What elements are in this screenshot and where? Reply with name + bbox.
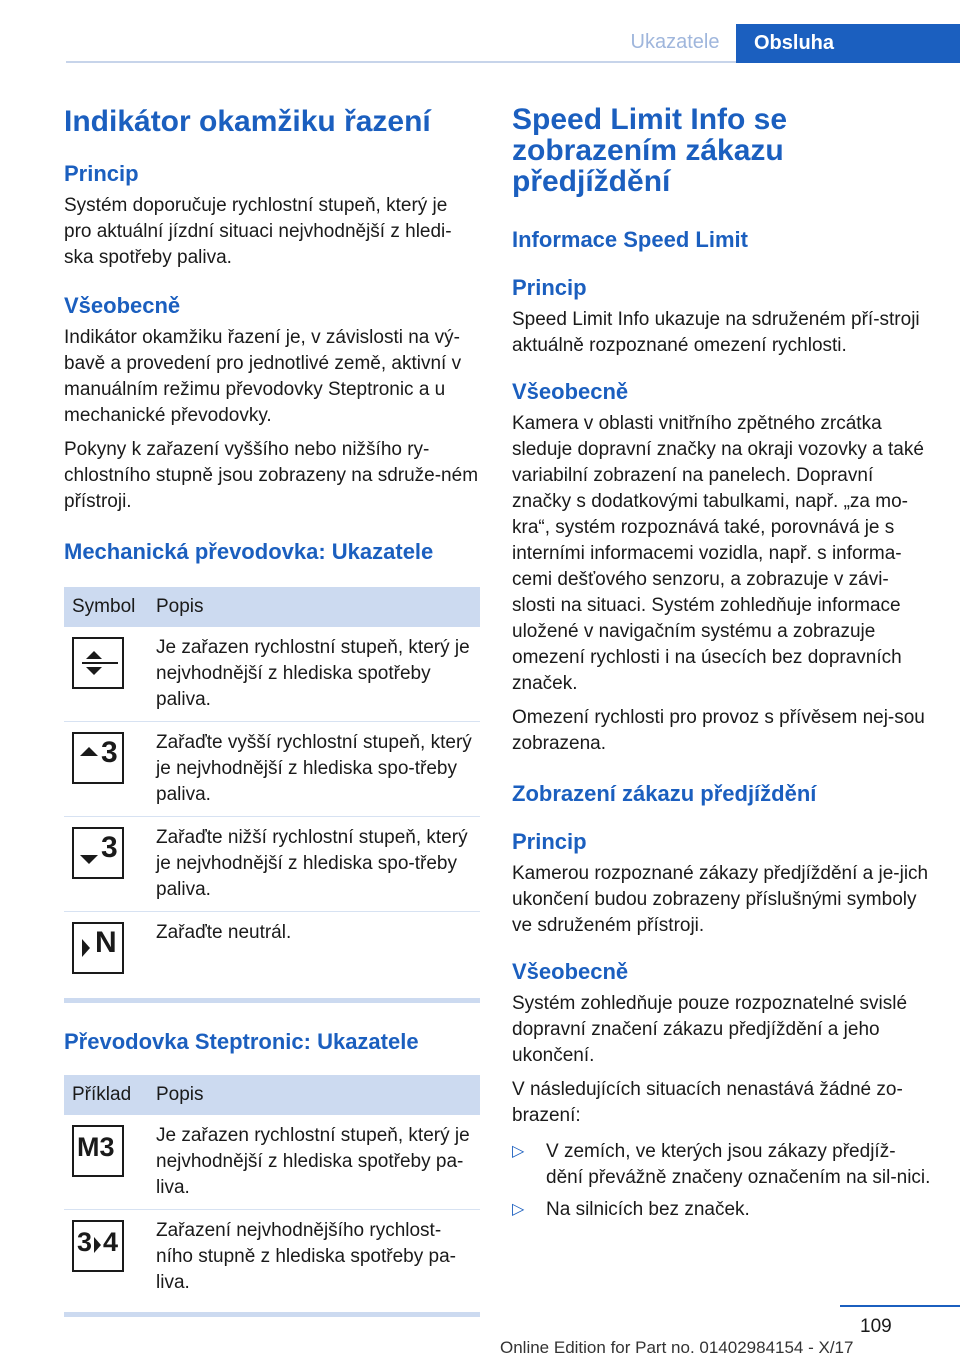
heading-steptronic: Převodovka Steptronic: Ukazatele: [64, 1028, 419, 1054]
neutral-icon: [72, 922, 124, 974]
shift-down-icon: [72, 827, 124, 879]
heading-vseobecne: Všeobecně: [512, 379, 629, 404]
neutral-letter: N: [95, 926, 117, 959]
text-princip-2: Kamerou rozpoznané zákazy předjíždění a je-jich ukončení budou zobrazeny příslušnými symboly ve sdruženém přístroji.: [512, 863, 929, 936]
text-vseobecne-2a: Systém zohledňuje pouze rozpoznatelné svislé dopravní značení zákazu předjíždění a jeho ukončení.: [512, 993, 908, 1066]
table-header-row: [64, 1075, 480, 1115]
text-princip: Speed Limit Info ukazuje na sdruženém pří-stroji aktuálně rozpoznané omezení rychlosti.: [512, 309, 920, 356]
shift-optimal-icon: [72, 637, 124, 689]
column-header-popis: Popis: [148, 1075, 480, 1115]
shift-up-number: 3: [101, 736, 118, 769]
heading-mechanical: Mechanická převodovka: Ukazatele: [64, 539, 434, 564]
text-vseobecne-1: Indikátor okamžiku řazení je, v závislosti na vý-bavě a provedení pro jednotlivé země, aktivní v manuálním režimu převodovky Steptronic a u mechanické převodovky.: [64, 327, 462, 426]
right-column: [512, 100, 932, 1229]
symbol-cell: [64, 1209, 148, 1304]
text-vseobecne-2b: V následujících situacích nenastává žádné zo-brazení:: [512, 1079, 903, 1126]
table-row: [64, 817, 480, 912]
header-tab-ukazatele[interactable]: Ukazatele: [630, 31, 720, 53]
heading-princip-2: Princip: [512, 829, 587, 854]
heading-zakaz: Zobrazení zákazu předjíždění: [512, 781, 817, 806]
header-rule: [66, 61, 736, 63]
section-title-speed-limit: Speed Limit Info se zobrazením zákazu předjíždění: [512, 103, 788, 198]
manual-gear-label: M3: [77, 1131, 115, 1162]
left-column: [64, 100, 479, 1317]
section-title-indicator: Indikátor okamžiku řazení: [64, 105, 431, 138]
table-header-row: [64, 587, 480, 627]
shift-down-number: 3: [101, 831, 118, 864]
table-row: [64, 912, 480, 984]
description-cell: Je zařazen rychlostní stupeň, který je nejvhodnější z hlediska spotřeby pa-liva.: [148, 1115, 480, 1210]
list-item-text: V zemích, ve kterých jsou zákazy předjíž-dění převážně značeny označením na sil-nici.: [546, 1141, 931, 1188]
steptronic-table: [64, 1075, 480, 1304]
mechanical-table: [64, 587, 480, 984]
situation-list: [512, 1139, 932, 1223]
description-cell: Zařaďte nižší rychlostní stupeň, který je nejvhodnější z hlediska spo-třeby paliva.: [148, 817, 480, 912]
symbol-cell: [64, 627, 148, 722]
column-header-symbol: Symbol: [64, 587, 148, 627]
description-cell: Zařaďte neutrál.: [156, 922, 292, 943]
symbol-cell: [64, 722, 148, 817]
table-row: [64, 1209, 480, 1304]
edition-note: Online Edition for Part no. 01402984154 - X/17: [500, 1338, 854, 1357]
heading-vseobecne-2: Všeobecně: [512, 959, 629, 984]
footer-rule: [840, 1305, 960, 1307]
description-cell: Zařazení nejvhodnějšího rychlost-ního stupně z hlediska spotřeby pa-liva.: [156, 1219, 456, 1293]
text-princip: Systém doporučuje rychlostní stupeň, který je pro aktuální jízdní situaci nejvhodnější z hledi-ska spotřeby paliva.: [64, 195, 452, 268]
list-item-text: Na silnicích bez značek.: [546, 1199, 750, 1220]
triangle-bullet-icon: ▷: [512, 1143, 525, 1160]
symbol-cell: [64, 912, 148, 984]
heading-princip: Princip: [512, 275, 587, 300]
text-vseobecne-1: Kamera v oblasti vnitřního zpětného zrcátka sleduje dopravní značky na okraji vozovky a také variabilní zobrazení na panelech. Dopravní značky s dodatkovými tabulkami, např. „za mo-kra“, systém rozpoznává také, porovnává je s interními informacemi vozidla, např. s informa-cemi dešťového senzoru, a zobrazuje v závi-slosti na situaci. Systém zohledňuje informace uložené v navigačním systému a zobrazuje omezení rychlosti i na úsecích bez dopravních značek.: [512, 413, 924, 694]
page-number: 109: [860, 1316, 892, 1337]
heading-informace: Informace Speed Limit: [512, 227, 748, 252]
description-cell: Zařaďte vyšší rychlostní stupeň, který je nejvhodnější z hlediska spo-třeby paliva.: [148, 722, 480, 817]
table-row: [64, 627, 480, 722]
table-end-bar: [64, 998, 480, 1003]
heading-princip: Princip: [64, 161, 139, 186]
heading-vseobecne: Všeobecně: [64, 293, 181, 318]
table-row: [64, 1115, 480, 1210]
gear-change-icon: [72, 1220, 124, 1272]
column-header-popis: Popis: [148, 587, 480, 627]
header-tab-obsluha[interactable]: Obsluha: [736, 24, 960, 63]
text-vseobecne-2: Omezení rychlosti pro provoz s přívěsem nej-sou zobrazena.: [512, 707, 925, 754]
manual-gear-icon: [72, 1125, 124, 1177]
gear-change-from: 3: [77, 1226, 93, 1257]
list-item: [512, 1197, 932, 1223]
shift-up-icon: [72, 732, 124, 784]
column-header-priklad: Příklad: [64, 1075, 148, 1115]
list-item: [512, 1139, 932, 1191]
description-cell: Je zařazen rychlostní stupeň, který je nejvhodnější z hlediska spotřeby paliva.: [148, 627, 480, 722]
symbol-cell: [64, 1115, 148, 1210]
table-end-bar: [64, 1312, 480, 1317]
triangle-bullet-icon: ▷: [512, 1201, 525, 1218]
symbol-cell: [64, 817, 148, 912]
gear-change-to: 4: [103, 1226, 119, 1257]
table-row: [64, 722, 480, 817]
text-vseobecne-2: Pokyny k zařazení vyššího nebo nižšího ry-chlostního stupně jsou zobrazeny na sdruže-ném přístroji.: [64, 439, 479, 512]
